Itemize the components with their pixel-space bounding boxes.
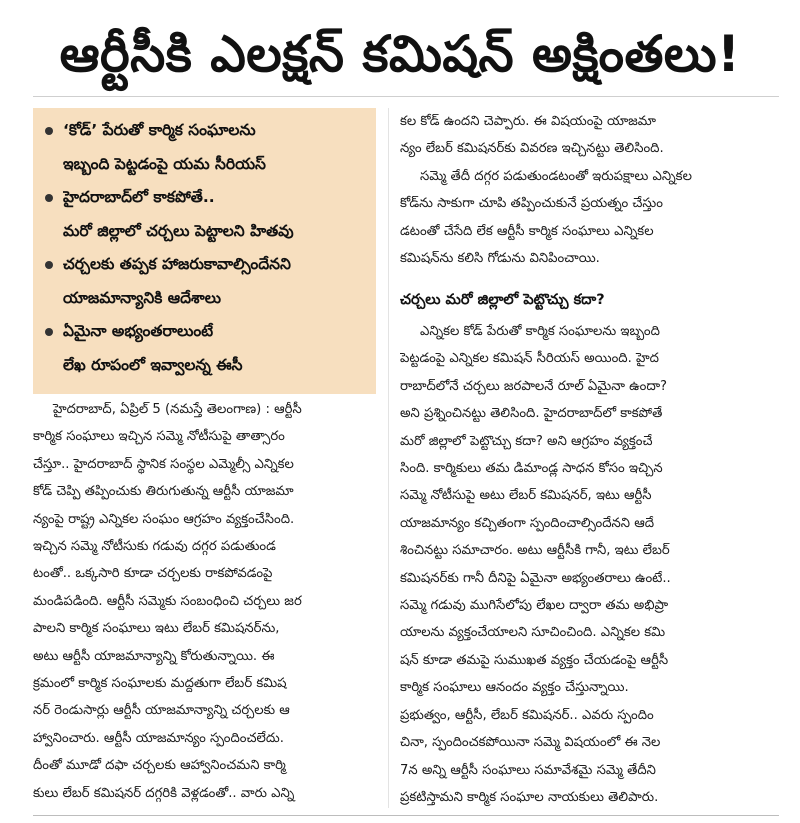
article-left-column	[33, 396, 378, 807]
article-right-column-bottom	[400, 318, 780, 811]
bullet-icon	[45, 194, 53, 202]
article-line: పాలని కార్మిక సంఘాలు ఇటు లేబర్ కమిషనర్‌ను,	[33, 621, 280, 637]
highlight-line: చర్చలకు తప్పక హాజరుకావాల్సిందేనని	[63, 255, 291, 273]
subheading: చర్చలు మరో జిల్లాలో పెట్టొచ్చు కదా?	[400, 292, 605, 308]
article-line: న్యంపై రాష్ట్ర ఎన్నికల సంఘం ఆగ్రహం వ్యక్తంచేసింది.	[33, 511, 295, 527]
article-line: మరో జిల్లాలో పెట్టొచ్చు కదా? అని ఆగ్రహం వ్యక్తంచే	[400, 433, 653, 449]
article-line: చేస్తూ.. హైదరాబాద్ స్థానిక సంస్థల ఎమ్మెల్సీ ఎన్నికల	[33, 456, 294, 472]
highlight-line: ‘కోడ్’ పేరుతో కార్మిక సంఘాలను	[63, 121, 256, 139]
article-line: డటంతో చేసేది లేక ఆర్టీసీ కార్మిక సంఘాలు ఎన్నికల	[400, 223, 654, 239]
article-line: హైదరాబాద్, ఏప్రిల్ 5 (నమస్తే తెలంగాణ) : ఆర్టీసీ	[53, 402, 302, 417]
article-line: యాలను వ్యక్తంచేయాలని సూచించింది. ఎన్నికల కమి	[400, 625, 666, 641]
highlight-line: మరో జిల్లాలో చర్చలు పెట్టాలని హితవు	[63, 221, 294, 240]
highlight-item	[41, 181, 370, 248]
article-line: కమిషనర్‌కు గానీ దీనిపై ఏమైనా అభ్యంతరాలు ఉంటే..	[400, 570, 671, 586]
article-line: సమ్మె గడువు ముగిసేలోపు లేఖల ద్వారా తమ అభిప్రా	[400, 598, 669, 614]
article-line: న్యం లేబర్ కమిషనర్‌కు వివరణ ఇచ్చినట్టు తెలిసింది.	[400, 141, 664, 157]
article-line: కార్మిక సంఘాలు ఇచ్చిన సమ్మె నోటీసుపై తాత్సారం	[33, 429, 285, 445]
article-line: కమిషన్‌ను కలిసి గోడును వినిపించాయి.	[400, 251, 600, 267]
article-line: ఎన్నికల కోడ్ పేరుతో కార్మిక సంఘాలను ఇబ్బంది	[420, 324, 660, 339]
article-line: హ్వానించారు. ఆర్టీసీ యాజమాన్యం స్పందించలేదు.	[33, 730, 284, 746]
article-line: 7న అన్ని ఆర్టీసీ సంఘాలు సమావేశమై సమ్మె తేదీని	[400, 762, 656, 778]
highlight-line: యాజమాన్యానికి ఆదేశాలు	[63, 288, 222, 307]
highlights-box	[33, 108, 376, 394]
article-line: క్రమంలో కార్మిక సంఘాలకు మద్దతుగా లేబర్ కమిష	[33, 676, 287, 692]
bullet-icon	[45, 261, 53, 269]
article-line: మండిపడింది. ఆర్టీసీ సమ్మెకు సంబంధించి చర్చలు జర	[33, 593, 302, 609]
bullet-icon	[45, 127, 53, 135]
article-line: యాజమాన్యం కచ్చితంగా స్పందించాల్సిందేనని ఆదే	[400, 515, 655, 531]
bottom-rule	[33, 815, 779, 816]
headline: ఆర్టీసీకి ఎలక్షన్ కమిషన్ అక్షింతలు!	[59, 25, 741, 83]
highlight-item	[41, 114, 370, 181]
article-line: సమ్మె నోటీసుపై అటు లేబర్ కమిషనర్, ఇటు ఆర్టీసీ	[400, 488, 652, 504]
article-line: సమ్మె తేదీ దగ్గర పడుతుండటంతో ఇరుపక్షాలు ఎన్నికల	[420, 168, 692, 184]
highlight-item	[41, 315, 370, 382]
article-line: ప్రభుత్వం, ఆర్టీసీ, లేబర్ కమిషనర్.. ఎవరు స్పందిం	[400, 707, 654, 723]
bullet-icon	[45, 328, 53, 336]
article-line: కార్మిక సంఘాలు ఆనందం వ్యక్తం చేస్తున్నాయి.	[400, 680, 629, 696]
article-line: అని ప్రశ్నించినట్టు తెలిసింది. హైదరాబాద్‌లో కాకపోతే	[400, 406, 663, 422]
article-line: శించినట్టు సమాచారం. అటు ఆర్టీసీకి గానీ, ఇటు లేబర్	[400, 543, 670, 559]
article-line: కులు లేబర్ కమిషనర్ దగ్గరికి వెళ్లడంతో.. వారు ఎన్ని	[33, 785, 295, 801]
article-line: నర్ రెండుసార్లు ఆర్టీసీ యాజమాన్యాన్ని చర్చలకు ఆ	[33, 703, 290, 719]
highlight-line: హైదరాబాద్‌లో కాకపోతే..	[63, 188, 215, 206]
article-line: ప్రకటిస్తామని కార్మిక సంఘాల నాయకులు తెలిపారు.	[400, 789, 659, 805]
article-line: కోడ్ చెప్పి తప్పించుకు తిరుగుతున్న ఆర్టీసీ యాజమా	[33, 484, 294, 500]
article-line: పెట్టడంపై ఎన్నికల కమిషన్ సీరియస్ అయింది. హైద	[400, 351, 659, 367]
article-line: కోడ్‌ను సాకుగా చూపి తప్పించుకునే ప్రయత్నం చేస్తుం	[400, 196, 663, 212]
column-divider	[388, 108, 389, 808]
article-line: సింది. కార్మికులు తమ డిమాండ్ల సాధన కోసం ఇచ్చిన	[400, 461, 663, 477]
article-line: చినా, స్పందించకపోయినా సమ్మె విషయంలో ఈ నెల	[400, 735, 661, 751]
article-line: ఇచ్చిన సమ్మె నోటీసుకు గడువు దగ్గర పడుతుండ	[33, 539, 276, 555]
highlight-line: లేఖ రూపంలో ఇవ్వాలన్న ఈసీ	[63, 355, 243, 374]
article-right-column-top	[400, 108, 780, 272]
highlight-line: ఇబ్బంది పెట్టడంపై యమ సీరియస్	[63, 154, 266, 173]
highlight-line: ఏమైనా అభ్యంతరాలుంటే	[63, 322, 214, 340]
article-line: కల కోడ్ ఉందని చెప్పారు. ఈ విషయంపై యాజమా	[400, 114, 656, 129]
article-line: రాబాద్‌లోనే చర్చలు జరపాలనే రూల్ ఏమైనా ఉందా?	[400, 378, 668, 394]
article-line: దీంతో మూడో దఫా చర్చలకు ఆహ్వానించమని కార్మి	[33, 758, 286, 774]
article-line: టంతో.. ఒక్కసారి కూడా చర్చలకు రాకపోవడంపై	[33, 566, 273, 582]
top-rule	[33, 96, 779, 97]
highlight-item	[41, 248, 370, 315]
article-line: అటు ఆర్టీసీ యాజమాన్యాన్ని కోరుతున్నాయి. ఈ	[33, 648, 275, 664]
article-line: షన్ కూడా తమపై సుముఖత వ్యక్తం చేయడంపై ఆర్టీసీ	[400, 652, 669, 668]
